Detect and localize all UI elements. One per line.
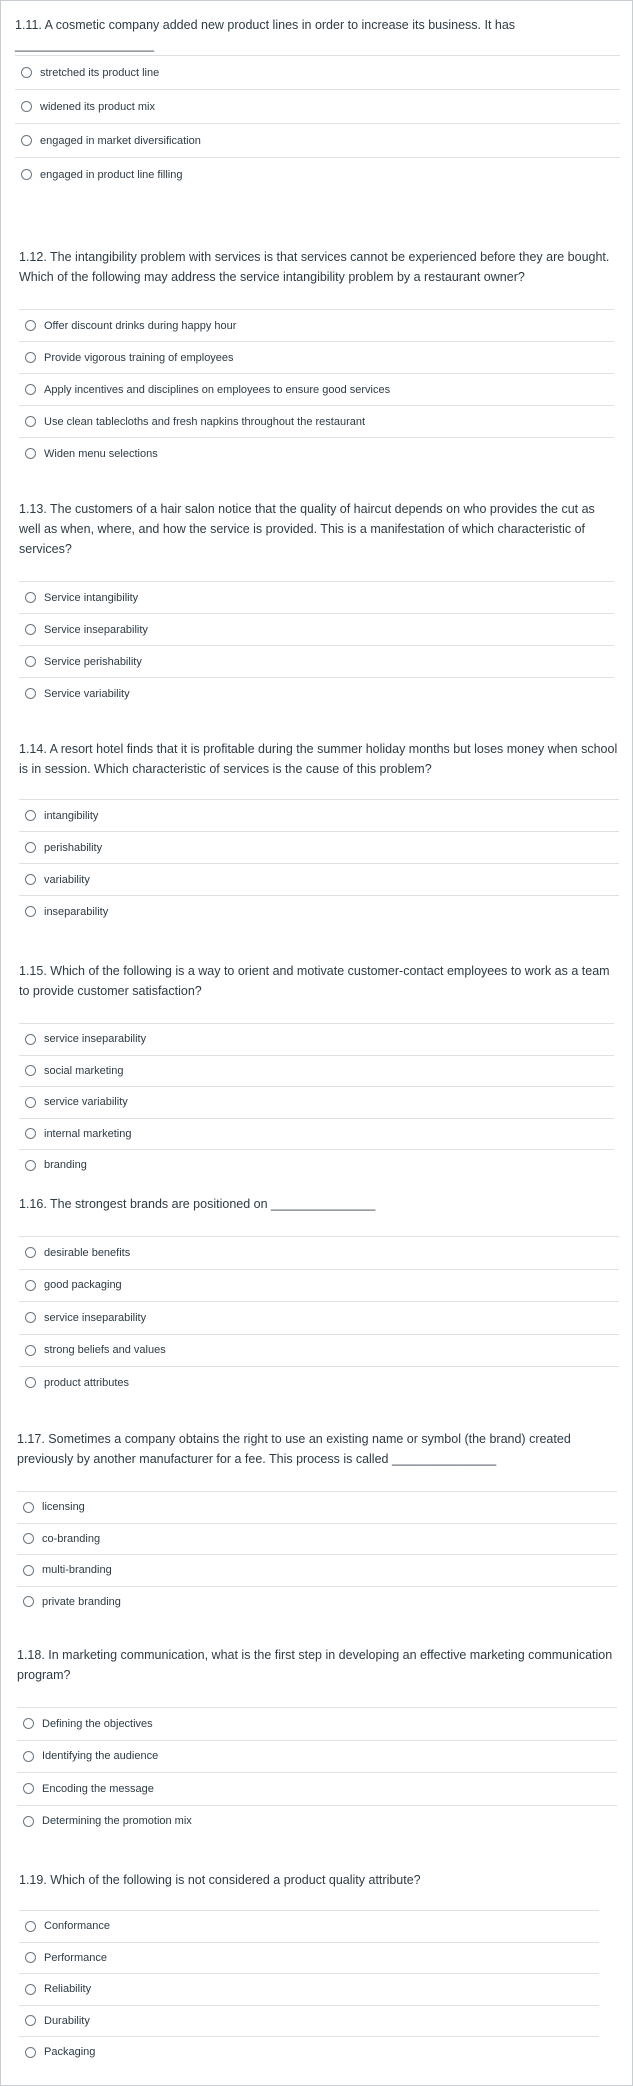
question-6 xyxy=(19,1194,619,1389)
answer-option[interactable] xyxy=(19,613,614,645)
radio-button-icon[interactable] xyxy=(25,416,36,427)
radio-button-icon[interactable] xyxy=(23,1718,34,1729)
answer-option[interactable] xyxy=(15,89,620,123)
radio-button-icon[interactable] xyxy=(25,1952,36,1963)
answer-option[interactable] xyxy=(19,581,614,613)
answer-options xyxy=(19,581,614,709)
answer-option-label: Encoding the message xyxy=(42,1782,154,1795)
answer-options xyxy=(19,1023,614,1181)
answer-option-label: perishability xyxy=(44,841,103,854)
answer-options xyxy=(19,1910,599,2068)
answer-option-label: Service intangibility xyxy=(44,591,139,604)
answer-option-label: Use clean tablecloths and fresh napkins throughout the restaurant xyxy=(44,415,366,428)
answer-option-label: Service inseparability xyxy=(44,623,148,636)
answer-option-label: service variability xyxy=(44,1096,128,1109)
question-text: 1.13. The customers of a hair salon notice that the quality of haircut depends on who provides the cut as well as when, where, and how the service is provided. This is a manifestation of which characteristic of services? xyxy=(19,502,595,556)
answer-option[interactable] xyxy=(19,677,614,709)
radio-button-icon[interactable] xyxy=(25,1160,36,1171)
question-text: 1.16. The strongest brands are positioned on _______________ xyxy=(19,1197,376,1211)
question-5 xyxy=(19,961,614,1172)
answer-option-label: Durability xyxy=(44,2014,90,2027)
question-text: 1.17. Sometimes a company obtains the right to use an existing name or symbol (the brand) created previously by another manufacturer for a fee. This process is called _______________ xyxy=(17,1432,571,1466)
question-2 xyxy=(19,247,614,460)
answer-option[interactable] xyxy=(17,1772,617,1805)
answer-option-label: Performance xyxy=(44,1951,107,1964)
answer-option[interactable] xyxy=(19,831,619,863)
radio-button-icon[interactable] xyxy=(25,842,36,853)
answer-option-label: Determining the promotion mix xyxy=(42,1815,192,1828)
question-9 xyxy=(19,1870,599,2059)
answer-option[interactable] xyxy=(15,157,620,191)
radio-button-icon[interactable] xyxy=(25,1280,36,1291)
answer-option-label: Service variability xyxy=(44,687,130,700)
answer-option-label: internal marketing xyxy=(44,1127,132,1140)
answer-option-label: stretched its product line xyxy=(40,66,160,79)
radio-button-icon[interactable] xyxy=(25,384,36,395)
answer-option[interactable] xyxy=(19,1366,619,1399)
radio-button-icon[interactable] xyxy=(25,352,36,363)
radio-button-icon[interactable] xyxy=(25,448,36,459)
answer-option-label: branding xyxy=(44,1159,87,1172)
answer-option[interactable] xyxy=(15,55,620,89)
question-text: 1.14. A resort hotel finds that it is profitable during the summer holiday months but loses money when school is in session. Which characteristic of services is the cause of this problem? xyxy=(19,742,618,776)
answer-option[interactable] xyxy=(19,645,614,677)
answer-option[interactable] xyxy=(19,1973,599,2005)
answer-option[interactable] xyxy=(19,1269,619,1302)
answer-option-label: intangibility xyxy=(44,809,99,822)
answer-option[interactable] xyxy=(19,1334,619,1367)
radio-button-icon[interactable] xyxy=(23,1751,34,1762)
answer-option[interactable] xyxy=(17,1707,617,1740)
answer-option[interactable] xyxy=(19,895,619,927)
radio-button-icon[interactable] xyxy=(25,1065,36,1076)
answer-option[interactable] xyxy=(17,1805,617,1838)
answer-option[interactable] xyxy=(17,1740,617,1773)
answer-options xyxy=(15,55,620,191)
answer-option-label: licensing xyxy=(42,1501,85,1514)
answer-options xyxy=(17,1491,617,1617)
answer-option-label: Conformance xyxy=(44,1920,111,1933)
answer-option-label: strong beliefs and values xyxy=(44,1344,166,1357)
answer-option-label: engaged in product line filling xyxy=(40,168,183,181)
radio-button-icon[interactable] xyxy=(25,2015,36,2026)
answer-option[interactable] xyxy=(17,1586,617,1618)
answer-option[interactable] xyxy=(17,1491,617,1523)
answer-option-label: social marketing xyxy=(44,1064,124,1077)
radio-button-icon[interactable] xyxy=(25,320,36,331)
radio-button-icon[interactable] xyxy=(23,1596,34,1607)
answer-option-label: desirable benefits xyxy=(44,1246,131,1259)
answer-option-label: inseparability xyxy=(44,905,109,918)
answer-option[interactable] xyxy=(17,1554,617,1586)
answer-option-label: multi-branding xyxy=(42,1564,112,1577)
answer-option-label: Widen menu selections xyxy=(44,447,158,460)
radio-button-icon[interactable] xyxy=(25,874,36,885)
answer-option[interactable] xyxy=(19,1236,619,1269)
answer-option-label: service inseparability xyxy=(44,1311,147,1324)
radio-button-icon[interactable] xyxy=(25,592,36,603)
answer-option[interactable] xyxy=(19,2005,599,2037)
answer-option[interactable] xyxy=(19,1301,619,1334)
question-3 xyxy=(19,499,614,700)
answer-options xyxy=(19,1236,619,1399)
question-text: 1.11. A cosmetic company added new product lines in order to increase its business. It has ____________________ xyxy=(15,18,516,52)
radio-button-icon[interactable] xyxy=(25,656,36,667)
answer-option[interactable] xyxy=(19,863,619,895)
answer-option[interactable] xyxy=(19,373,614,405)
question-text: 1.15. Which of the following is a way to orient and motivate customer-contact employees to work as a team to provide customer satisfaction? xyxy=(19,964,610,998)
answer-option[interactable] xyxy=(19,341,614,373)
answer-option-label: variability xyxy=(44,873,90,886)
answer-option-label: Service perishability xyxy=(44,655,142,668)
radio-button-icon[interactable] xyxy=(21,169,32,180)
answer-options xyxy=(19,309,614,469)
answer-option-label: Identifying the audience xyxy=(42,1750,159,1763)
radio-button-icon[interactable] xyxy=(21,135,32,146)
question-7 xyxy=(17,1429,617,1608)
radio-button-icon[interactable] xyxy=(21,67,32,78)
radio-button-icon[interactable] xyxy=(25,1034,36,1045)
question-text: 1.19. Which of the following is not considered a product quality attribute? xyxy=(19,1873,421,1887)
question-text: 1.18. In marketing communication, what is the first step in developing an effective marketing communication program? xyxy=(17,1648,613,1682)
answer-option[interactable] xyxy=(19,1086,614,1118)
radio-button-icon[interactable] xyxy=(25,1984,36,1995)
answer-option-label: co-branding xyxy=(42,1532,101,1545)
radio-button-icon[interactable] xyxy=(25,1921,36,1932)
answer-option-label: engaged in market diversification xyxy=(40,134,201,147)
answer-option[interactable] xyxy=(19,1118,614,1150)
answer-option[interactable] xyxy=(19,1149,614,1181)
radio-button-icon[interactable] xyxy=(25,1128,36,1139)
answer-option[interactable] xyxy=(19,437,614,469)
answer-option-label: Reliability xyxy=(44,1983,92,1996)
radio-button-icon[interactable] xyxy=(25,624,36,635)
answer-option[interactable] xyxy=(17,1523,617,1555)
radio-button-icon[interactable] xyxy=(25,1247,36,1258)
answer-options xyxy=(19,799,619,927)
answer-option[interactable] xyxy=(19,309,614,341)
answer-option-label: Packaging xyxy=(44,2046,96,2059)
answer-option-label: widened its product mix xyxy=(40,100,155,113)
answer-option[interactable] xyxy=(19,405,614,437)
answer-option-label: Provide vigorous training of employees xyxy=(44,351,234,364)
radio-button-icon[interactable] xyxy=(23,1533,34,1544)
answer-option-label: Offer discount drinks during happy hour xyxy=(44,319,237,332)
radio-button-icon[interactable] xyxy=(25,906,36,917)
radio-button-icon[interactable] xyxy=(23,1502,34,1513)
answer-option-label: Apply incentives and disciplines on employees to ensure good services xyxy=(44,383,391,396)
answer-option-label: product attributes xyxy=(44,1376,129,1389)
radio-button-icon[interactable] xyxy=(25,1345,36,1356)
question-text: 1.12. The intangibility problem with services is that services cannot be experienced before they are bought. Which of the following may address the service intangibility problem by a restaurant owner? xyxy=(19,250,610,284)
radio-button-icon[interactable] xyxy=(25,1377,36,1388)
answer-option-label: good packaging xyxy=(44,1279,122,1292)
answer-option-label: Defining the objectives xyxy=(42,1717,153,1730)
answer-option[interactable] xyxy=(19,1023,614,1055)
radio-button-icon[interactable] xyxy=(25,1312,36,1323)
radio-button-icon[interactable] xyxy=(21,101,32,112)
answer-option[interactable] xyxy=(19,1910,599,1942)
answer-options xyxy=(17,1707,617,1837)
radio-button-icon[interactable] xyxy=(23,1565,34,1576)
question-4 xyxy=(19,739,619,918)
answer-option[interactable] xyxy=(19,1942,599,1974)
radio-button-icon[interactable] xyxy=(23,1816,34,1827)
radio-button-icon[interactable] xyxy=(23,1783,34,1794)
answer-option-label: private branding xyxy=(42,1595,121,1608)
radio-button-icon[interactable] xyxy=(25,1097,36,1108)
answer-option-label: service inseparability xyxy=(44,1033,147,1046)
radio-button-icon[interactable] xyxy=(25,2047,36,2058)
question-1 xyxy=(15,15,620,181)
radio-button-icon[interactable] xyxy=(25,810,36,821)
answer-option[interactable] xyxy=(19,1055,614,1087)
answer-option[interactable] xyxy=(19,2036,599,2068)
answer-option[interactable] xyxy=(15,123,620,157)
question-8 xyxy=(17,1645,617,1828)
answer-option[interactable] xyxy=(19,799,619,831)
radio-button-icon[interactable] xyxy=(25,688,36,699)
